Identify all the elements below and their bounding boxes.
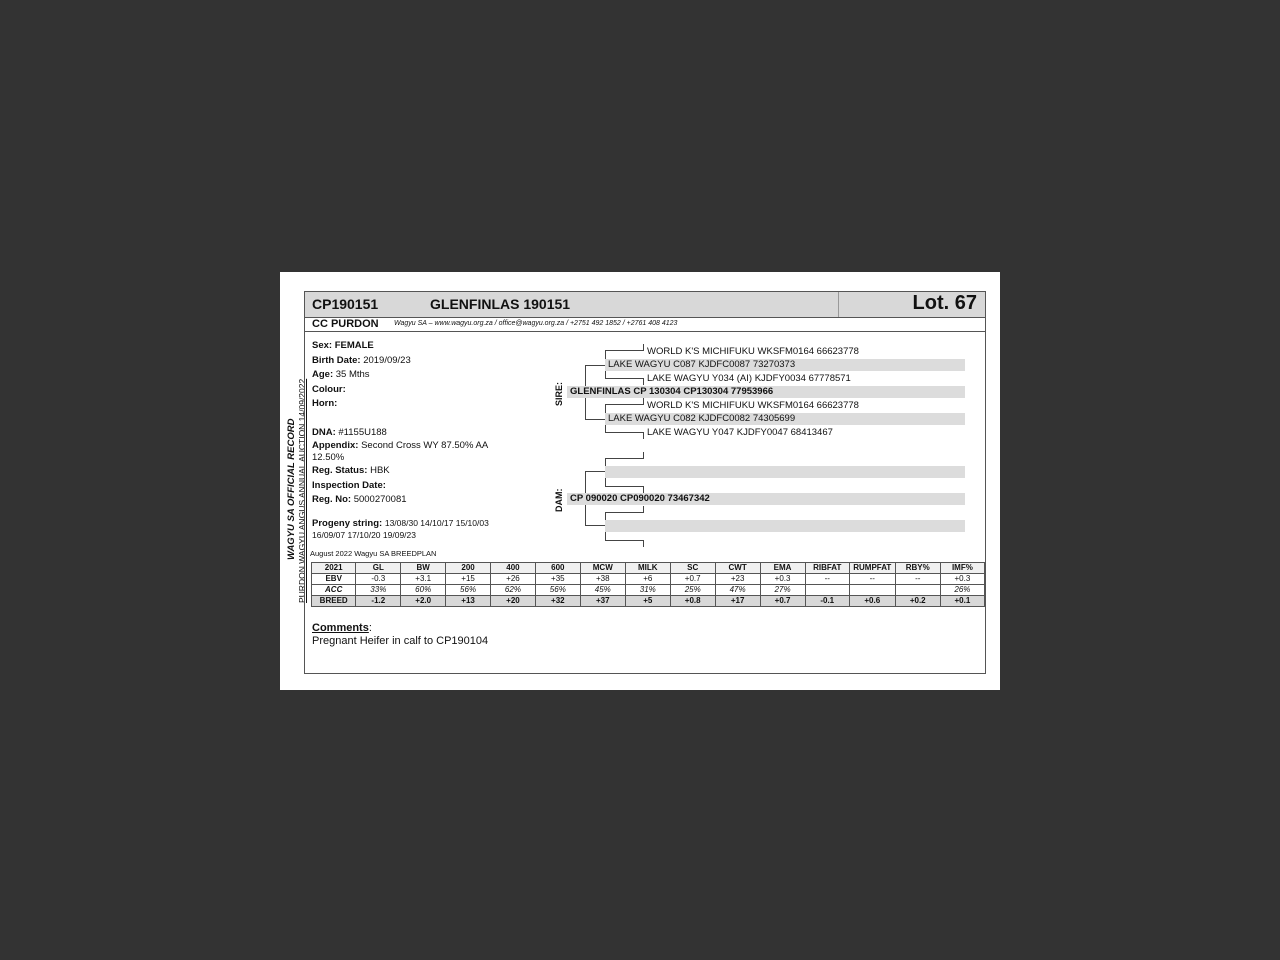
ss-tick-bottom xyxy=(643,378,644,385)
header-bar xyxy=(305,292,985,318)
appendix-value-2: 12.50% xyxy=(312,452,345,463)
ebv-cell: +3.1 xyxy=(401,574,446,585)
sire-bracket-top xyxy=(585,365,605,366)
appendix-label: Appendix: xyxy=(312,440,359,451)
comments-heading: Comments: xyxy=(312,622,372,634)
birth-value: 2019/09/23 xyxy=(363,355,411,366)
headers-cell: RIBFAT xyxy=(805,563,849,574)
breed-cell: +0.8 xyxy=(670,596,715,607)
acc-cell: 47% xyxy=(715,585,760,596)
ebv-cell: -- xyxy=(849,574,895,585)
ebv-cell: +35 xyxy=(535,574,580,585)
ds-bracket-top xyxy=(605,458,643,459)
headers-cell: RUMPFAT xyxy=(849,563,895,574)
ss-bracket-bottom xyxy=(605,378,643,379)
ebv-cell: +23 xyxy=(715,574,760,585)
headers-cell: BW xyxy=(401,563,446,574)
colour-row xyxy=(312,383,346,396)
sire-dam: LAKE WAGYU C082 KJDFC0082 74305699 xyxy=(608,413,796,424)
lot-number: Lot. 67 xyxy=(912,292,977,314)
headers-cell: 200 xyxy=(446,563,491,574)
acc-cell: 60% xyxy=(401,585,446,596)
ebv-row xyxy=(312,574,985,585)
breed-cell: +20 xyxy=(491,596,536,607)
breed-cell: +5 xyxy=(625,596,670,607)
acc-cell: 45% xyxy=(580,585,625,596)
acc-cell xyxy=(849,585,895,596)
dam-bracket-bottom xyxy=(585,525,605,526)
acc-cell: 62% xyxy=(491,585,536,596)
acc-cell: 26% xyxy=(940,585,984,596)
dd-bracket-bottom xyxy=(605,540,643,541)
ebv-cell: EBV xyxy=(312,574,356,585)
acc-cell: ACC xyxy=(312,585,356,596)
acc-cell: 31% xyxy=(625,585,670,596)
ss-tick-top xyxy=(643,344,644,351)
dna-value: #1155U188 xyxy=(338,427,387,438)
breed-cell: -0.1 xyxy=(805,596,849,607)
sire-bracket-bottom xyxy=(585,419,605,420)
ebv-cell: +38 xyxy=(580,574,625,585)
dam-bracket-top xyxy=(585,471,605,472)
ebv-cell: +6 xyxy=(625,574,670,585)
acc-row xyxy=(312,585,985,596)
sd-tick-top xyxy=(643,398,644,405)
inspection-label: Inspection Date: xyxy=(312,480,386,491)
regstatus-row xyxy=(312,464,390,477)
breedplan-caption: August 2022 Wagyu SA BREEDPLAN xyxy=(310,549,437,558)
progeny-value-2: 16/09/07 17/10/20 19/09/23 xyxy=(312,530,416,540)
horn-label: Horn: xyxy=(312,398,338,409)
birth-label: Birth Date: xyxy=(312,355,361,366)
side-subtitle: PURDON WAGYU ANGUS ANNUAL AUCTION 14/09/2022 xyxy=(297,378,307,603)
regno-row xyxy=(312,493,407,506)
acc-cell: 33% xyxy=(356,585,401,596)
breed-cell: +37 xyxy=(580,596,625,607)
ds-tick-top xyxy=(643,452,644,459)
regno-label: Reg. No: xyxy=(312,494,352,505)
regstatus-label: Reg. Status: xyxy=(312,465,368,476)
progeny-label: Progeny string: xyxy=(312,518,383,529)
subheader xyxy=(305,317,985,332)
sex-label: Sex: xyxy=(312,340,333,351)
contact-line: Wagyu SA – www.wagyu.org.za / office@wagyu.org.za / +2751 492 1852 / +2761 408 4123 xyxy=(394,320,678,327)
comments-text: Pregnant Heifer in calf to CP190104 xyxy=(312,635,489,647)
headers-cell: 600 xyxy=(535,563,580,574)
breed-cell: BREED xyxy=(312,596,356,607)
ebv-cell: -0.3 xyxy=(356,574,401,585)
sire: GLENFINLAS CP 130304 CP130304 77953966 xyxy=(570,386,774,397)
sex-row xyxy=(312,339,374,352)
headers-cell: GL xyxy=(356,563,401,574)
headers-cell: SC xyxy=(670,563,715,574)
breed-cell: +13 xyxy=(446,596,491,607)
sex-value: FEMALE xyxy=(334,340,374,351)
acc-cell: 56% xyxy=(446,585,491,596)
breed-cell: +0.1 xyxy=(940,596,984,607)
age-label: Age: xyxy=(312,369,334,380)
age-value: 35 Mths xyxy=(335,369,370,380)
sire-sire-sire: WORLD K'S MICHIFUKU WKSFM0164 66623778 xyxy=(647,346,859,357)
breed-cell: -1.2 xyxy=(356,596,401,607)
animal-name: GLENFINLAS 190151 xyxy=(430,296,571,312)
sd-bracket-top xyxy=(605,404,643,405)
dam: CP 090020 CP090020 73467342 xyxy=(570,493,710,504)
regno-value: 5000270081 xyxy=(353,494,407,505)
animal-id: CP190151 xyxy=(312,296,379,312)
breed-cell: +2.0 xyxy=(401,596,446,607)
sire-label: SIRE: xyxy=(554,381,564,406)
ds-bracket-bottom xyxy=(605,486,643,487)
ebv-cell: -- xyxy=(805,574,849,585)
breed-cell: +0.6 xyxy=(849,596,895,607)
breed-cell: +0.7 xyxy=(760,596,805,607)
ds-tick-bottom xyxy=(643,486,644,493)
dam-sire-bar xyxy=(605,466,965,478)
ebv-cell: +0.3 xyxy=(940,574,984,585)
ebv-header-row xyxy=(312,563,985,574)
acc-cell xyxy=(895,585,940,596)
ebv-cell: +15 xyxy=(446,574,491,585)
birth-row xyxy=(312,354,411,367)
acc-cell xyxy=(805,585,849,596)
acc-cell: 56% xyxy=(535,585,580,596)
ebv-table xyxy=(311,562,985,607)
comments-label: Comments xyxy=(312,622,369,634)
age-row xyxy=(312,368,370,381)
regstatus-value: HBK xyxy=(370,465,390,476)
dd-tick-top xyxy=(643,506,644,513)
ebv-cell: -- xyxy=(895,574,940,585)
dna-label: DNA: xyxy=(312,427,336,438)
progeny-value: 13/08/30 14/10/17 15/10/03 xyxy=(384,518,489,528)
record-sheet xyxy=(280,272,1000,690)
breed-cell: +17 xyxy=(715,596,760,607)
sire-dam-sire: WORLD K'S MICHIFUKU WKSFM0164 66623778 xyxy=(647,400,859,411)
sd-bracket-bottom xyxy=(605,432,643,433)
side-title: WAGYU SA OFFICIAL RECORD xyxy=(286,418,297,560)
headers-cell: EMA xyxy=(760,563,805,574)
progeny-row-2 xyxy=(312,529,416,542)
dam-label: DAM: xyxy=(554,488,564,512)
breed-row xyxy=(312,596,985,607)
inspection-row xyxy=(312,479,386,492)
record-card xyxy=(304,291,986,674)
dam-dam-bar xyxy=(605,520,965,532)
appendix-row-2 xyxy=(312,451,344,464)
headers-cell: IMF% xyxy=(940,563,984,574)
ebv-cell: +0.7 xyxy=(670,574,715,585)
lot-box xyxy=(838,292,985,317)
horn-row xyxy=(312,397,337,410)
headers-cell: MILK xyxy=(625,563,670,574)
sire-dam-dam: LAKE WAGYU Y047 KJDFY0047 68413467 xyxy=(647,427,833,438)
dd-bracket-top xyxy=(605,512,643,513)
headers-cell: 2021 xyxy=(312,563,356,574)
ebv-cell: +0.3 xyxy=(760,574,805,585)
breed-cell: +32 xyxy=(535,596,580,607)
acc-cell: 27% xyxy=(760,585,805,596)
headers-cell: MCW xyxy=(580,563,625,574)
owner-name: CC PURDON xyxy=(312,318,379,330)
ebv-cell: +26 xyxy=(491,574,536,585)
ss-bracket-top xyxy=(605,350,643,351)
headers-cell: 400 xyxy=(491,563,536,574)
dd-tick-bottom xyxy=(643,540,644,547)
headers-cell: RBY% xyxy=(895,563,940,574)
dna-row xyxy=(312,426,387,439)
breed-cell: +0.2 xyxy=(895,596,940,607)
sire-sire: LAKE WAGYU C087 KJDFC0087 73270373 xyxy=(608,359,796,370)
sire-sire-dam: LAKE WAGYU Y034 (AI) KJDFY0034 67778571 xyxy=(647,373,851,384)
headers-cell: CWT xyxy=(715,563,760,574)
acc-cell: 25% xyxy=(670,585,715,596)
colour-label: Colour: xyxy=(312,384,346,395)
appendix-value: Second Cross WY 87.50% AA xyxy=(361,440,489,451)
sd-tick-bottom xyxy=(643,432,644,439)
